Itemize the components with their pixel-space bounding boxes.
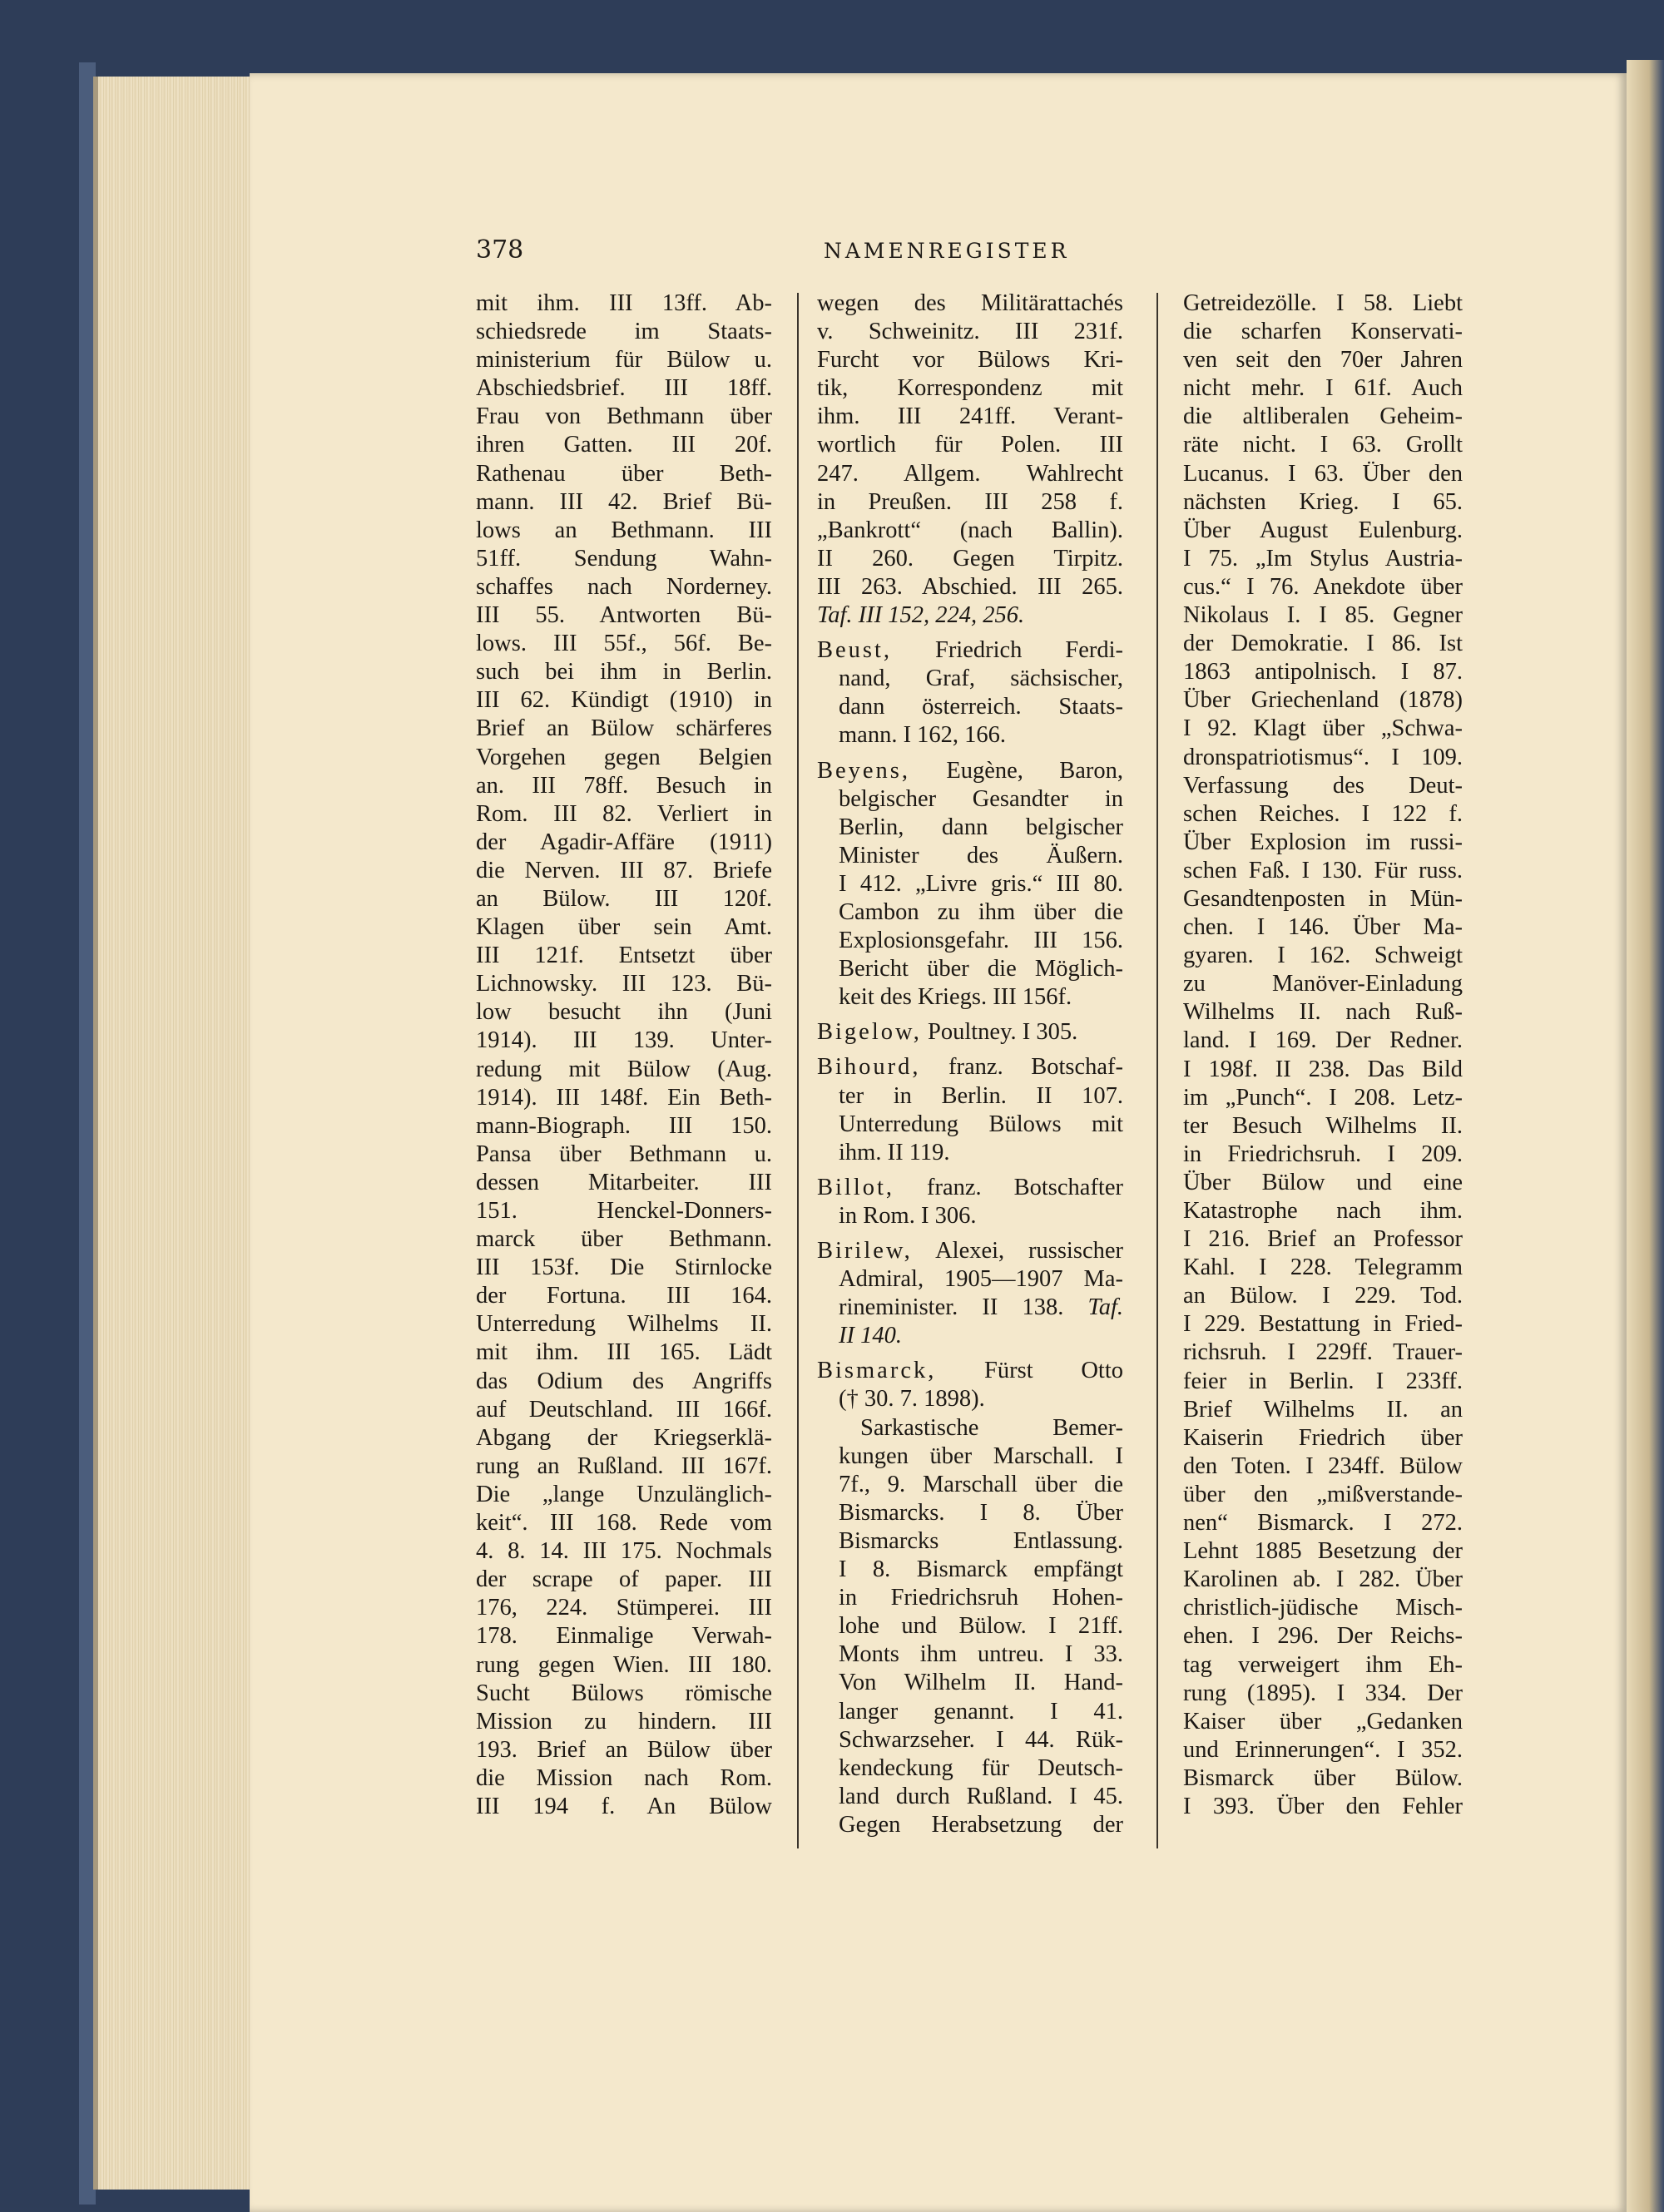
- index-line: Bismarcks Entlassung.: [839, 1527, 1123, 1554]
- entry-name: Beyens,: [817, 757, 911, 784]
- index-line: an. III 78ff. Besuch in: [476, 772, 772, 799]
- index-line: I 198f. II 238. Das Bild: [1183, 1056, 1463, 1082]
- index-line: 247. Allgem. Wahlrecht: [817, 460, 1123, 487]
- index-line: Fürst Otto: [984, 1358, 1123, 1384]
- index-line: I 229. Bestattung in Fried-: [1183, 1311, 1463, 1338]
- entry-name: Bihourd,: [817, 1054, 921, 1081]
- index-line: lohe und Bülow. I 21ff.: [839, 1613, 1123, 1640]
- index-line: Sucht Bülows römische: [476, 1680, 772, 1706]
- index-line: wegen des Militärattachés: [817, 290, 1123, 316]
- index-line: mann. I 162, 166.: [839, 722, 1007, 749]
- entry-name: Billot,: [817, 1174, 895, 1200]
- index-line: Cambon zu ihm über die: [839, 898, 1123, 925]
- index-line: 178. Einmalige Verwah-: [476, 1623, 772, 1650]
- index-line: Die „lange Unzulänglich-: [476, 1481, 772, 1507]
- index-line: keit des Kriegs. III 156f.: [839, 984, 1072, 1011]
- column-rule: [1156, 293, 1158, 1848]
- index-line: rung an Rußland. III 167f.: [476, 1452, 772, 1479]
- index-line: mann. III 42. Brief Bü-: [476, 488, 772, 515]
- index-line: ministerium für Bülow u.: [476, 347, 772, 374]
- index-line: Von Wilhelm II. Hand-: [839, 1670, 1123, 1696]
- index-line: redung mit Bülow (Aug.: [476, 1056, 772, 1082]
- index-line: die altliberalen Geheim-: [1183, 403, 1463, 430]
- index-line: Poultney. I 305.: [927, 1019, 1078, 1046]
- index-line: kungen über Marschall. I: [839, 1443, 1123, 1469]
- index-line: Nikolaus I. I 85. Gegner: [1183, 602, 1463, 629]
- index-line: an Bülow. I 229. Tod.: [1183, 1283, 1463, 1309]
- entry-name: Birilew,: [817, 1238, 913, 1264]
- index-line: das Odium des Angriffs: [476, 1368, 772, 1394]
- index-line: Unterredung Wilhelms II.: [476, 1311, 772, 1338]
- index-line: 51ff. Sendung Wahn-: [476, 545, 772, 572]
- index-line: tag verweigert ihm Eh-: [1183, 1651, 1463, 1678]
- index-line: Klagen über sein Amt.: [476, 914, 772, 941]
- index-line: in Friedrichsruh Hohen-: [839, 1585, 1123, 1611]
- index-line: I 75. „Im Stylus Austria-: [1183, 545, 1463, 572]
- index-line: ehen. I 296. Der Reichs-: [1183, 1623, 1463, 1650]
- index-line: low besucht ihn (Juni: [476, 999, 772, 1026]
- index-line: der scrape of paper. III: [476, 1566, 772, 1593]
- index-entry-bihourd: [817, 1053, 1123, 1166]
- index-line: II 140.: [839, 1323, 902, 1349]
- index-line: Taf. III 152, 224, 256.: [817, 602, 1025, 629]
- index-line: über den „mißverstande-: [1183, 1481, 1463, 1507]
- index-line: I 92. Klagt über „Schwa-: [1183, 715, 1463, 742]
- running-head: NAMENREGISTER: [824, 239, 1070, 263]
- index-entry-beyens: [817, 757, 1123, 1012]
- index-line: kendeckung für Deutsch-: [839, 1754, 1123, 1781]
- index-line: Bericht über die Möglich-: [839, 956, 1123, 982]
- index-line: Bismarck über Bülow.: [1183, 1764, 1463, 1791]
- index-line: ihm. III 241ff. Verant-: [817, 403, 1123, 430]
- index-line: christlich-jüdische Misch-: [1183, 1595, 1463, 1621]
- index-line: Friedrich Ferdi-: [934, 637, 1123, 664]
- index-line: Rathenau über Beth-: [476, 460, 772, 487]
- index-line: I 412. „Livre gris.“ III 80.: [839, 870, 1123, 897]
- index-line: den Toten. I 234ff. Bülow: [1183, 1452, 1463, 1479]
- index-line: Abgang der Kriegserklä-: [476, 1424, 772, 1451]
- index-line: tik, Korrespondenz mit: [817, 375, 1123, 402]
- index-line: nächsten Krieg. I 65.: [1183, 488, 1463, 515]
- index-line: 193. Brief an Bülow über: [476, 1736, 772, 1763]
- index-entry-bismarck: [817, 1357, 1123, 1839]
- index-line: schen Faß. I 130. Für russ.: [1183, 857, 1463, 883]
- entry-name: Beust,: [817, 637, 893, 664]
- index-line: dronspatriotismus“. I 109.: [1183, 744, 1463, 770]
- index-line: Unterredung Bülows mit: [839, 1111, 1123, 1137]
- index-line: such bei ihm in Berlin.: [476, 659, 772, 685]
- index-line: der Agadir-Affäre (1911): [476, 829, 772, 855]
- index-line: Über Explosion im russi-: [1183, 829, 1463, 855]
- index-line: Kaiserin Friedrich über: [1183, 1424, 1463, 1451]
- index-line: Pansa über Bethmann u.: [476, 1141, 772, 1167]
- index-line: Brief an Bülow schärferes: [476, 715, 772, 742]
- index-line: wortlich für Polen. III: [817, 432, 1123, 458]
- index-line: und Erinnerungen“. I 352.: [1183, 1736, 1463, 1763]
- facing-page-edge: [1627, 60, 1664, 2212]
- index-line: Gegen Herabsetzung der: [839, 1811, 1123, 1838]
- index-line: marck über Bethmann.: [476, 1226, 772, 1253]
- index-line: die Mission nach Rom.: [476, 1764, 772, 1791]
- index-line: 4. 8. 14. III 175. Nochmals: [476, 1538, 772, 1565]
- index-line: die Nerven. III 87. Briefe: [476, 857, 772, 883]
- index-line: III 153f. Die Stirnlocke: [476, 1254, 772, 1281]
- index-line: Lehnt 1885 Besetzung der: [1183, 1538, 1463, 1565]
- index-line: chen. I 146. Über Ma-: [1183, 914, 1463, 941]
- index-entry-birilew: [817, 1237, 1123, 1350]
- index-line: Lucanus. I 63. Über den: [1183, 460, 1463, 487]
- index-line: schen Reiches. I 122 f.: [1183, 800, 1463, 827]
- index-line: der Demokratie. I 86. Ist: [1183, 631, 1463, 657]
- index-line: rung (1895). I 334. Der: [1183, 1680, 1463, 1706]
- index-line: Berlin, dann belgischer: [839, 814, 1123, 840]
- index-line: land durch Rußland. I 45.: [839, 1783, 1123, 1809]
- index-line: III 121f. Entsetzt über: [476, 943, 772, 969]
- index-line: land. I 169. Der Redner.: [1183, 1027, 1463, 1054]
- index-line: ter Besuch Wilhelms II.: [1183, 1112, 1463, 1139]
- index-line: 151. Henckel-Donners-: [476, 1198, 772, 1224]
- index-line: räte nicht. I 63. Grollt: [1183, 432, 1463, 458]
- index-line: nand, Graf, sächsischer,: [839, 666, 1123, 692]
- index-line: dann österreich. Staats-: [839, 694, 1123, 720]
- index-line: die scharfen Konservati-: [1183, 319, 1463, 345]
- index-entry-bigelow: [817, 1018, 1123, 1047]
- index-line: mit ihm. III 13ff. Ab-: [476, 290, 772, 316]
- index-line: lows an Bethmann. III: [476, 517, 772, 543]
- index-line: Katastrophe nach ihm.: [1183, 1198, 1463, 1224]
- index-line: Wilhelms II. nach Ruß-: [1183, 999, 1463, 1026]
- index-line: an Bülow. III 120f.: [476, 885, 772, 912]
- index-line: 1863 antipolnisch. I 87.: [1183, 659, 1463, 685]
- index-line: franz. Botschaf-: [948, 1054, 1123, 1081]
- index-line: II 260. Gegen Tirpitz.: [817, 545, 1123, 572]
- index-line: 176, 224. Stümperei. III: [476, 1595, 772, 1621]
- index-line: Admiral, 1905—1907 Ma-: [839, 1266, 1123, 1293]
- index-line: der Fortuna. III 164.: [476, 1283, 772, 1309]
- index-line: ihren Gatten. III 20f.: [476, 432, 772, 458]
- index-line: Über Griechenland (1878): [1183, 687, 1463, 714]
- index-line: Eugène, Baron,: [946, 757, 1123, 784]
- index-line: 1914). III 148f. Ein Beth-: [476, 1084, 772, 1111]
- index-line: III 62. Kündigt (1910) in: [476, 687, 772, 714]
- index-line: nicht mehr. I 61f. Auch: [1183, 375, 1463, 402]
- index-line: gyaren. I 162. Schweigt: [1183, 943, 1463, 969]
- index-line: franz. Botschafter: [927, 1174, 1123, 1200]
- index-line: „Bankrott“ (nach Ballin).: [817, 517, 1123, 543]
- index-line: mann-Biograph. III 150.: [476, 1112, 772, 1139]
- index-line: v. Schweinitz. III 231f.: [817, 319, 1123, 345]
- index-line: Abschiedsbrief. III 18ff.: [476, 375, 772, 402]
- index-line: in Preußen. III 258 f.: [817, 488, 1123, 515]
- index-line: Minister des Äußern.: [839, 842, 1123, 868]
- index-line: Karolinen ab. I 282. Über: [1183, 1566, 1463, 1593]
- index-line: Bismarcks. I 8. Über: [839, 1499, 1123, 1526]
- index-line: schiedsrede im Staats-: [476, 319, 772, 345]
- index-line: dessen Mitarbeiter. III: [476, 1169, 772, 1195]
- index-column-1: [476, 289, 772, 1821]
- index-line: I 8. Bismarck empfängt: [839, 1556, 1123, 1583]
- index-line: Sarkastische Bemer-: [860, 1414, 1123, 1441]
- page-header: [476, 235, 1474, 269]
- index-line: I 393. Über den Fehler: [1183, 1793, 1463, 1819]
- index-line: zu Manöver-Einladung: [1183, 971, 1463, 997]
- index-line: im „Punch“. I 208. Letz-: [1183, 1084, 1463, 1111]
- index-line: ihm. II 119.: [839, 1139, 950, 1165]
- index-line: cus.“ I 76. Anekdote über: [1183, 573, 1463, 600]
- index-line: Rom. III 82. Verliert in: [476, 800, 772, 827]
- index-line: feier in Berlin. I 233ff.: [1183, 1368, 1463, 1394]
- index-line: Verfassung des Deut-: [1183, 772, 1463, 799]
- index-entry-beust: [817, 636, 1123, 750]
- index-line: Getreidezölle. I 58. Liebt: [1183, 290, 1463, 316]
- column-rule: [797, 293, 799, 1848]
- entry-name: Bismarck,: [817, 1358, 937, 1384]
- index-line: Furcht vor Bülows Kri-: [817, 347, 1123, 374]
- index-line: III 263. Abschied. III 265.: [817, 573, 1123, 600]
- index-line: richsruh. I 229ff. Trauer-: [1183, 1339, 1463, 1366]
- index-line: Lichnowsky. III 123. Bü-: [476, 971, 772, 997]
- index-line: Kahl. I 228. Telegramm: [1183, 1254, 1463, 1281]
- index-line: lows. III 55f., 56f. Be-: [476, 631, 772, 657]
- index-line: belgischer Gesandter in: [839, 785, 1123, 812]
- index-line: Kaiser über „Gedanken: [1183, 1708, 1463, 1734]
- index-line: ven seit den 70er Jahren: [1183, 347, 1463, 374]
- page-number: 378: [476, 235, 524, 265]
- index-column-3: [1183, 289, 1463, 1821]
- index-line: Monts ihm untreu. I 33.: [839, 1641, 1123, 1668]
- index-line: III 194 f. An Bülow: [476, 1793, 772, 1819]
- index-line: Taf.: [1087, 1294, 1123, 1321]
- index-line: ter in Berlin. II 107.: [839, 1082, 1123, 1109]
- index-line: Mission zu hindern. III: [476, 1708, 772, 1734]
- index-line: Gesandtenposten in Mün-: [1183, 885, 1463, 912]
- index-line: rung gegen Wien. III 180.: [476, 1651, 772, 1678]
- index-line: keit“. III 168. Rede vom: [476, 1510, 772, 1537]
- index-line: († 30. 7. 1898).: [839, 1386, 985, 1413]
- index-line: Schwarzseher. I 44. Rük-: [839, 1726, 1123, 1753]
- index-line: schaffes nach Norderney.: [476, 573, 772, 600]
- index-line: Über Bülow und eine: [1183, 1169, 1463, 1195]
- index-column-2: [817, 289, 1123, 1839]
- index-line: nen“ Bismarck. I 272.: [1183, 1510, 1463, 1537]
- index-line: in Rom. I 306.: [839, 1202, 977, 1229]
- index-line: 1914). III 139. Unter-: [476, 1027, 772, 1054]
- index-line: Explosionsgefahr. III 156.: [839, 928, 1123, 954]
- index-line: auf Deutschland. III 166f.: [476, 1396, 772, 1423]
- index-line: mit ihm. III 165. Lädt: [476, 1339, 772, 1366]
- index-line: rineminister. II 138.: [839, 1294, 1064, 1321]
- index-entry-billot: [817, 1174, 1123, 1230]
- index-line: Vorgehen gegen Belgien: [476, 744, 772, 770]
- index-line: in Friedrichsruh. I 209.: [1183, 1141, 1463, 1167]
- index-line: Über August Eulenburg.: [1183, 517, 1463, 543]
- index-line: I 216. Brief an Professor: [1183, 1226, 1463, 1253]
- index-line: III 55. Antworten Bü-: [476, 602, 772, 629]
- index-line: 7f., 9. Marschall über die: [839, 1471, 1123, 1497]
- index-line: langer genannt. I 41.: [839, 1698, 1123, 1725]
- index-line: Alexei, russischer: [935, 1238, 1123, 1264]
- index-line: Brief Wilhelms II. an: [1183, 1396, 1463, 1423]
- index-line: Frau von Bethmann über: [476, 403, 772, 430]
- entry-name: Bigelow,: [817, 1019, 922, 1046]
